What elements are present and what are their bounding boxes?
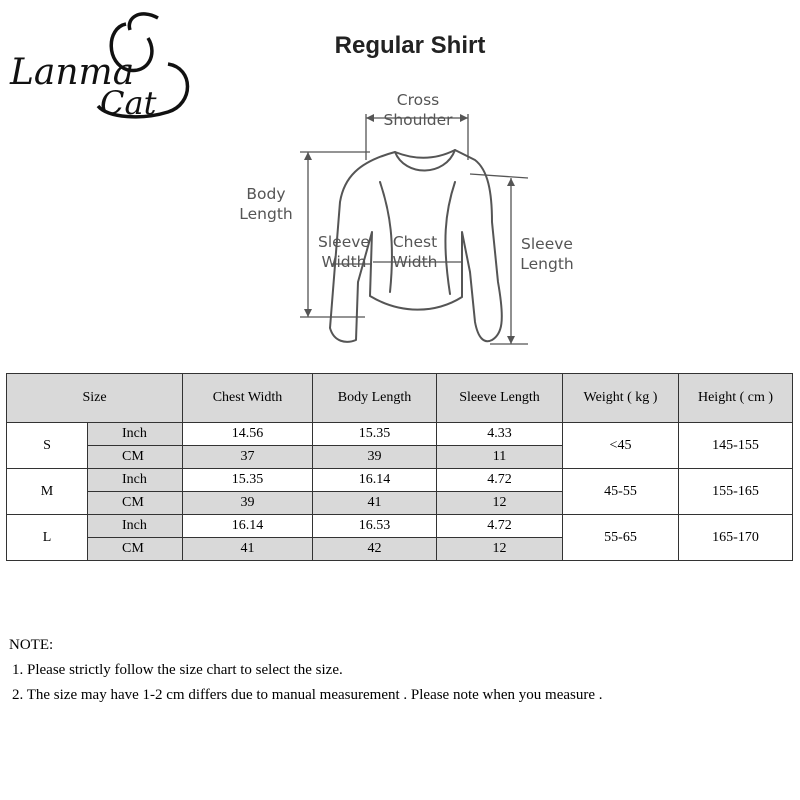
weight-cell: 45-55 [563, 469, 679, 515]
chest-cell: 41 [183, 538, 313, 561]
brand-logo-line2: Cat [100, 84, 157, 122]
unit-cell: Inch [88, 515, 183, 538]
header-sleeve-length: Sleeve Length [437, 374, 563, 423]
unit-cell: Inch [88, 469, 183, 492]
body-cell: 16.53 [313, 515, 437, 538]
unit-cell: CM [88, 446, 183, 469]
brand-logo [8, 10, 198, 122]
chest-cell: 37 [183, 446, 313, 469]
weight-cell: 55-65 [563, 515, 679, 561]
height-cell: 165-170 [679, 515, 793, 561]
body-cell: 42 [313, 538, 437, 561]
body-cell: 39 [313, 446, 437, 469]
note-item: 2. The size may have 1-2 cm differs due to manual measurement . Please note when you measure . [12, 687, 603, 703]
weight-cell: <45 [563, 423, 679, 469]
size-chart-table [6, 373, 793, 561]
body-cell: 16.14 [313, 469, 437, 492]
table-row [7, 515, 793, 538]
header-chest-width: Chest Width [183, 374, 313, 423]
note-item: 1. Please strictly follow the size chart to select the size. [12, 662, 343, 678]
size-label: L [7, 515, 88, 561]
size-label: M [7, 469, 88, 515]
height-cell: 155-165 [679, 469, 793, 515]
sleeve-cell: 12 [437, 492, 563, 515]
header-weight: Weight ( kg ) [563, 374, 679, 423]
body-cell: 15.35 [313, 423, 437, 446]
label-chest-width: Chest Width [392, 233, 438, 271]
unit-cell: CM [88, 492, 183, 515]
sleeve-cell: 4.72 [437, 515, 563, 538]
header-height: Height ( cm ) [679, 374, 793, 423]
label-sleeve-length: Sleeve Length [520, 235, 574, 273]
brand-logo-line1: Lanma [10, 52, 135, 93]
sleeve-cell: 11 [437, 446, 563, 469]
label-cross-shoulder: Cross Shoulder [383, 91, 453, 129]
chest-cell: 15.35 [183, 469, 313, 492]
page-title: Regular Shirt [334, 32, 486, 59]
height-cell: 145-155 [679, 423, 793, 469]
shirt-diagram [230, 82, 590, 352]
sleeve-cell: 4.72 [437, 469, 563, 492]
label-sleeve-width: Sleeve Width [318, 233, 370, 271]
table-header-row [7, 374, 793, 423]
shirt-inner-body-right [445, 182, 455, 294]
chest-cell: 39 [183, 492, 313, 515]
notes-section [9, 633, 603, 708]
body-cell: 41 [313, 492, 437, 515]
label-body-length: Body Length [239, 185, 293, 223]
chest-cell: 14.56 [183, 423, 313, 446]
unit-cell: CM [88, 538, 183, 561]
chest-cell: 16.14 [183, 515, 313, 538]
header-body-length: Body Length [313, 374, 437, 423]
table-row [7, 423, 793, 446]
header-size: Size [7, 374, 183, 423]
unit-cell: Inch [88, 423, 183, 446]
sleeve-cell: 12 [437, 538, 563, 561]
size-label: S [7, 423, 88, 469]
notes-heading: NOTE: [9, 637, 54, 653]
sleeve-cell: 4.33 [437, 423, 563, 446]
table-row [7, 469, 793, 492]
